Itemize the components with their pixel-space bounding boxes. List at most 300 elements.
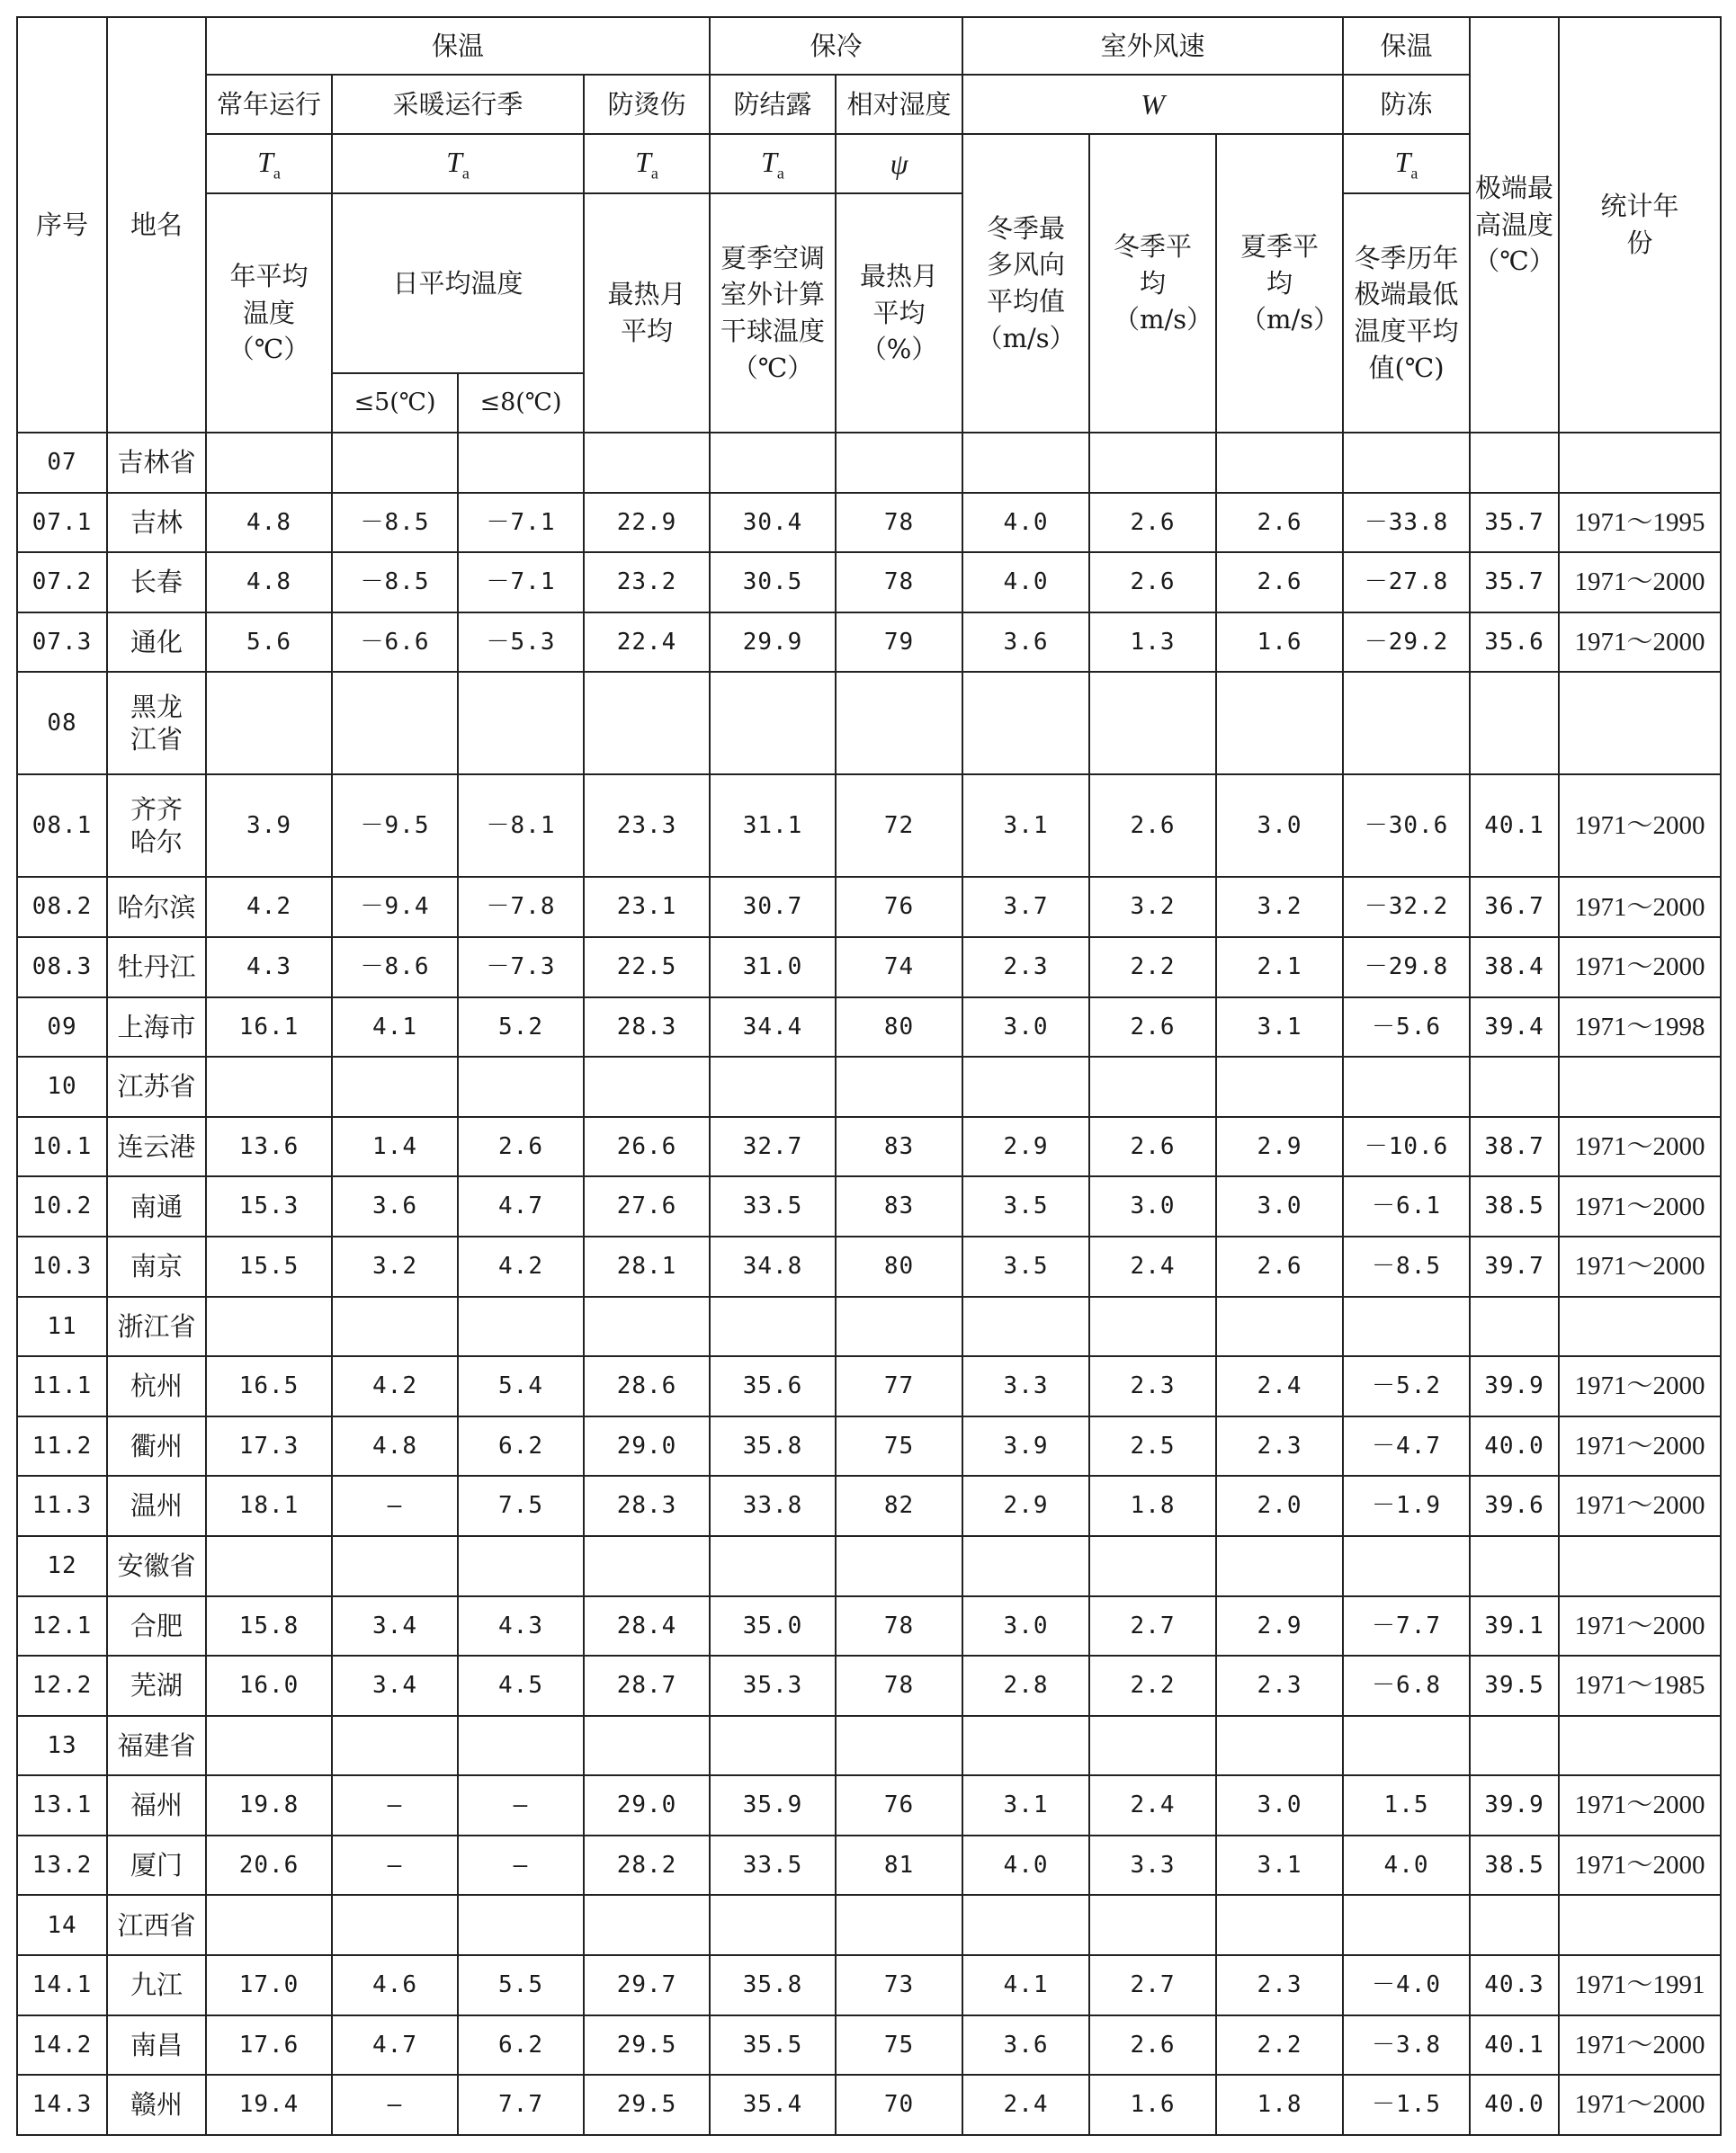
cell-summer-ac: 32.7 (710, 1117, 836, 1177)
row-number: 11.2 (17, 1416, 107, 1477)
cell-hottest-month: 23.1 (584, 877, 710, 937)
cell-hottest-month (584, 1536, 710, 1596)
cell-summer-mean-wind (1216, 672, 1343, 774)
cell-le8: －7.8 (458, 877, 584, 937)
table-row (17, 1775, 1721, 1836)
cell-winter-mean-wind (1089, 433, 1216, 493)
cell-extreme-high: 35.7 (1470, 552, 1559, 612)
cell-winter-extreme-low: －5.6 (1343, 997, 1470, 1058)
cell-stat-years: 1971～2000 (1559, 1836, 1721, 1896)
cell-winter-extreme-low: －10.6 (1343, 1117, 1470, 1177)
cell-extreme-high: 39.6 (1470, 1476, 1559, 1536)
cell-summer-ac: 34.4 (710, 997, 836, 1058)
table-row (17, 997, 1721, 1058)
cell-hottest-rh: 77 (836, 1356, 962, 1416)
cell-winter-extreme-low (1343, 1895, 1470, 1955)
cell-annual-mean: 17.6 (206, 2015, 332, 2076)
cell-annual-mean: 4.8 (206, 493, 332, 553)
cell-winter-extreme-low: －30.6 (1343, 774, 1470, 877)
cell-winter-dominant-wind (962, 672, 1089, 774)
province-row (17, 1297, 1721, 1357)
cell-summer-ac: 35.3 (710, 1656, 836, 1716)
header-group-cooling: 保冷 (710, 17, 962, 75)
symbol-ta: $T_a$ (710, 134, 836, 193)
row-place: 合肥 (107, 1596, 206, 1657)
row-number: 10.2 (17, 1176, 107, 1237)
header-heating-season: 采暖运行季 (332, 75, 584, 134)
symbol-ta: $T_a$ (584, 134, 710, 193)
cell-hottest-month: 23.3 (584, 774, 710, 877)
cell-summer-ac: 30.7 (710, 877, 836, 937)
cell-summer-ac (710, 1716, 836, 1776)
cell-winter-dominant-wind: 4.0 (962, 552, 1089, 612)
cell-stat-years: 1971～2000 (1559, 877, 1721, 937)
cell-hottest-month: 28.2 (584, 1836, 710, 1896)
row-place: 浙江省 (107, 1297, 206, 1357)
cell-summer-ac (710, 1895, 836, 1955)
table-row (17, 1237, 1721, 1297)
table-row (17, 493, 1721, 553)
row-number: 08.1 (17, 774, 107, 877)
cell-winter-mean-wind (1089, 1297, 1216, 1357)
row-number: 08.2 (17, 877, 107, 937)
header-winter-mean-wind: 冬季平均（m/s） (1089, 134, 1216, 433)
row-number: 10.3 (17, 1237, 107, 1297)
row-number: 07 (17, 433, 107, 493)
cell-winter-dominant-wind: 2.9 (962, 1117, 1089, 1177)
header-hottest-month-rh: 最热月平均（%） (836, 193, 962, 433)
cell-winter-dominant-wind (962, 1297, 1089, 1357)
cell-extreme-high: 40.0 (1470, 1416, 1559, 1477)
cell-le8: 5.5 (458, 1955, 584, 2015)
cell-le8 (458, 672, 584, 774)
cell-stat-years (1559, 433, 1721, 493)
cell-le5: — (332, 1775, 458, 1836)
cell-summer-mean-wind: 3.1 (1216, 997, 1343, 1058)
header-scald: 防烫伤 (584, 75, 710, 134)
row-number: 12.1 (17, 1596, 107, 1657)
cell-hottest-rh: 78 (836, 552, 962, 612)
cell-hottest-rh: 80 (836, 1237, 962, 1297)
cell-hottest-rh: 76 (836, 1775, 962, 1836)
cell-winter-mean-wind: 2.7 (1089, 1596, 1216, 1657)
row-number: 12 (17, 1536, 107, 1596)
cell-hottest-rh (836, 1297, 962, 1357)
header-group-insulation-2: 保温 (1343, 17, 1470, 75)
cell-summer-mean-wind: 1.6 (1216, 612, 1343, 673)
province-row (17, 1716, 1721, 1776)
cell-le8: 5.4 (458, 1356, 584, 1416)
table-row (17, 612, 1721, 673)
cell-winter-mean-wind: 2.2 (1089, 937, 1216, 997)
cell-annual-mean: 13.6 (206, 1117, 332, 1177)
cell-winter-extreme-low: －4.7 (1343, 1416, 1470, 1477)
cell-winter-mean-wind: 2.6 (1089, 2015, 1216, 2076)
row-number: 12.2 (17, 1656, 107, 1716)
cell-summer-mean-wind: 2.0 (1216, 1476, 1343, 1536)
province-row (17, 433, 1721, 493)
cell-le5: 4.2 (332, 1356, 458, 1416)
cell-hottest-rh: 79 (836, 612, 962, 673)
cell-stat-years (1559, 1297, 1721, 1357)
cell-extreme-high: 39.9 (1470, 1356, 1559, 1416)
cell-extreme-high: 40.3 (1470, 1955, 1559, 2015)
cell-extreme-high: 40.1 (1470, 774, 1559, 877)
row-number: 13 (17, 1716, 107, 1776)
cell-summer-ac: 34.8 (710, 1237, 836, 1297)
cell-le8: －7.1 (458, 493, 584, 553)
cell-summer-mean-wind: 2.3 (1216, 1955, 1343, 2015)
cell-le5: 3.2 (332, 1237, 458, 1297)
row-number: 09 (17, 997, 107, 1058)
cell-hottest-month: 29.5 (584, 2075, 710, 2135)
cell-winter-extreme-low: －4.0 (1343, 1955, 1470, 2015)
cell-hottest-month (584, 1895, 710, 1955)
cell-hottest-rh: 83 (836, 1176, 962, 1237)
row-place: 哈尔滨 (107, 877, 206, 937)
cell-le8: －7.3 (458, 937, 584, 997)
cell-summer-ac (710, 1536, 836, 1596)
cell-extreme-high (1470, 672, 1559, 774)
cell-extreme-high: 35.6 (1470, 612, 1559, 673)
cell-winter-dominant-wind: 3.0 (962, 1596, 1089, 1657)
cell-hottest-month: 29.0 (584, 1775, 710, 1836)
cell-le8 (458, 1297, 584, 1357)
table-row (17, 877, 1721, 937)
cell-summer-ac: 35.0 (710, 1596, 836, 1657)
cell-summer-mean-wind (1216, 1536, 1343, 1596)
cell-le5: －9.4 (332, 877, 458, 937)
cell-hottest-month (584, 1716, 710, 1776)
cell-winter-dominant-wind: 3.7 (962, 877, 1089, 937)
cell-winter-dominant-wind (962, 1895, 1089, 1955)
cell-winter-dominant-wind: 3.1 (962, 1775, 1089, 1836)
cell-hottest-rh (836, 1536, 962, 1596)
header-daily-mean-temp: 日平均温度 (332, 193, 584, 373)
cell-le5: — (332, 1836, 458, 1896)
cell-annual-mean: 16.0 (206, 1656, 332, 1716)
cell-annual-mean: 19.4 (206, 2075, 332, 2135)
cell-le5: 4.6 (332, 1955, 458, 2015)
cell-extreme-high (1470, 1297, 1559, 1357)
climate-data-page (16, 16, 1722, 2136)
cell-hottest-rh (836, 1895, 962, 1955)
cell-summer-ac: 30.4 (710, 493, 836, 553)
header-le8: ≤8(℃) (458, 373, 584, 433)
cell-stat-years: 1971～2000 (1559, 1237, 1721, 1297)
cell-extreme-high: 40.1 (1470, 2015, 1559, 2076)
cell-hottest-month (584, 433, 710, 493)
cell-winter-dominant-wind: 2.9 (962, 1476, 1089, 1536)
cell-winter-extreme-low: －8.5 (1343, 1237, 1470, 1297)
row-number: 14.1 (17, 1955, 107, 2015)
table-row (17, 2015, 1721, 2076)
row-place: 福建省 (107, 1716, 206, 1776)
cell-winter-mean-wind: 2.4 (1089, 1775, 1216, 1836)
cell-stat-years: 1971～2000 (1559, 1117, 1721, 1177)
cell-winter-mean-wind: 3.2 (1089, 877, 1216, 937)
cell-summer-mean-wind (1216, 1716, 1343, 1776)
cell-hottest-month: 28.1 (584, 1237, 710, 1297)
climate-table (16, 16, 1722, 2136)
cell-summer-ac: 35.6 (710, 1356, 836, 1416)
cell-le5 (332, 1716, 458, 1776)
symbol-ta: $T_a$ (332, 134, 584, 193)
cell-winter-dominant-wind: 4.1 (962, 1955, 1089, 2015)
header-summer-ac-dry-bulb: 夏季空调室外计算干球温度（℃） (710, 193, 836, 433)
table-body (17, 433, 1721, 2135)
cell-summer-mean-wind: 2.6 (1216, 493, 1343, 553)
cell-extreme-high: 39.7 (1470, 1237, 1559, 1297)
cell-le8: 6.2 (458, 1416, 584, 1477)
cell-annual-mean (206, 672, 332, 774)
cell-summer-mean-wind: 3.0 (1216, 774, 1343, 877)
cell-le8: 4.7 (458, 1176, 584, 1237)
header-condensation: 防结露 (710, 75, 836, 134)
table-row (17, 552, 1721, 612)
cell-winter-extreme-low: －6.8 (1343, 1656, 1470, 1716)
row-place: 上海市 (107, 997, 206, 1058)
cell-stat-years (1559, 1057, 1721, 1117)
cell-extreme-high: 38.5 (1470, 1836, 1559, 1896)
cell-summer-mean-wind (1216, 1057, 1343, 1117)
row-place: 吉林省 (107, 433, 206, 493)
cell-winter-dominant-wind (962, 1057, 1089, 1117)
cell-extreme-high: 36.7 (1470, 877, 1559, 937)
cell-winter-mean-wind (1089, 1716, 1216, 1776)
cell-hottest-month (584, 672, 710, 774)
cell-le5: －9.5 (332, 774, 458, 877)
cell-winter-mean-wind: 2.6 (1089, 997, 1216, 1058)
cell-winter-dominant-wind: 3.6 (962, 2015, 1089, 2076)
row-number: 14.2 (17, 2015, 107, 2076)
cell-annual-mean: 17.3 (206, 1416, 332, 1477)
cell-le5: 4.7 (332, 2015, 458, 2076)
cell-winter-dominant-wind: 2.3 (962, 937, 1089, 997)
cell-winter-mean-wind: 2.6 (1089, 774, 1216, 877)
cell-annual-mean (206, 1057, 332, 1117)
cell-hottest-rh (836, 433, 962, 493)
cell-winter-dominant-wind: 3.0 (962, 997, 1089, 1058)
cell-hottest-rh: 72 (836, 774, 962, 877)
symbol-ta: $T_a$ (206, 134, 332, 193)
cell-annual-mean: 17.0 (206, 1955, 332, 2015)
cell-annual-mean: 4.3 (206, 937, 332, 997)
cell-hottest-month (584, 1057, 710, 1117)
cell-annual-mean: 19.8 (206, 1775, 332, 1836)
cell-hottest-month: 28.7 (584, 1656, 710, 1716)
cell-summer-mean-wind: 2.1 (1216, 937, 1343, 997)
cell-stat-years: 1971～2000 (1559, 552, 1721, 612)
cell-annual-mean: 15.5 (206, 1237, 332, 1297)
cell-annual-mean: 4.2 (206, 877, 332, 937)
cell-extreme-high: 39.9 (1470, 1775, 1559, 1836)
cell-winter-extreme-low: －27.8 (1343, 552, 1470, 612)
cell-summer-ac: 29.9 (710, 612, 836, 673)
cell-winter-extreme-low: 1.5 (1343, 1775, 1470, 1836)
cell-winter-mean-wind (1089, 672, 1216, 774)
row-place: 南昌 (107, 2015, 206, 2076)
cell-summer-mean-wind: 2.3 (1216, 1416, 1343, 1477)
cell-hottest-rh: 74 (836, 937, 962, 997)
row-number: 11.3 (17, 1476, 107, 1536)
cell-le8: 7.7 (458, 2075, 584, 2135)
cell-winter-extreme-low: －3.8 (1343, 2015, 1470, 2076)
cell-extreme-high: 39.4 (1470, 997, 1559, 1058)
cell-winter-mean-wind (1089, 1536, 1216, 1596)
cell-summer-mean-wind: 2.9 (1216, 1596, 1343, 1657)
header-summer-mean-wind: 夏季平均（m/s） (1216, 134, 1343, 433)
cell-le5: －8.5 (332, 552, 458, 612)
cell-le8: — (458, 1836, 584, 1896)
cell-summer-mean-wind: 2.6 (1216, 552, 1343, 612)
cell-winter-extreme-low: －5.2 (1343, 1356, 1470, 1416)
cell-le5: — (332, 1476, 458, 1536)
header-annual-mean-temp: 年平均温度（℃） (206, 193, 332, 433)
header-group-wind: 室外风速 (962, 17, 1343, 75)
cell-summer-ac: 31.1 (710, 774, 836, 877)
row-place: 厦门 (107, 1836, 206, 1896)
row-place: 江苏省 (107, 1057, 206, 1117)
cell-annual-mean: 4.8 (206, 552, 332, 612)
cell-summer-mean-wind: 3.0 (1216, 1176, 1343, 1237)
cell-summer-ac (710, 433, 836, 493)
header-humidity: 相对湿度 (836, 75, 962, 134)
table-row (17, 1955, 1721, 2015)
cell-extreme-high (1470, 1536, 1559, 1596)
row-number: 13.2 (17, 1836, 107, 1896)
cell-hottest-rh (836, 1716, 962, 1776)
cell-winter-extreme-low: －1.9 (1343, 1476, 1470, 1536)
cell-winter-extreme-low (1343, 1716, 1470, 1776)
table-row (17, 1117, 1721, 1177)
cell-le5: 4.1 (332, 997, 458, 1058)
cell-stat-years: 1971～1985 (1559, 1656, 1721, 1716)
table-header (17, 17, 1721, 433)
cell-winter-mean-wind: 2.6 (1089, 552, 1216, 612)
cell-annual-mean (206, 1297, 332, 1357)
row-place: 长春 (107, 552, 206, 612)
table-row (17, 1596, 1721, 1657)
cell-stat-years: 1971～2000 (1559, 1596, 1721, 1657)
cell-stat-years: 1971～2000 (1559, 1416, 1721, 1477)
row-number: 08.3 (17, 937, 107, 997)
cell-winter-extreme-low (1343, 433, 1470, 493)
cell-summer-ac: 33.5 (710, 1836, 836, 1896)
cell-stat-years (1559, 1536, 1721, 1596)
row-place: 南京 (107, 1237, 206, 1297)
cell-summer-ac: 33.8 (710, 1476, 836, 1536)
cell-hottest-month: 22.9 (584, 493, 710, 553)
cell-summer-ac: 35.9 (710, 1775, 836, 1836)
cell-le8: 2.6 (458, 1117, 584, 1177)
row-place: 安徽省 (107, 1536, 206, 1596)
cell-winter-mean-wind (1089, 1057, 1216, 1117)
cell-summer-ac: 33.5 (710, 1176, 836, 1237)
cell-le5 (332, 672, 458, 774)
row-place: 江西省 (107, 1895, 206, 1955)
cell-le8: 6.2 (458, 2015, 584, 2076)
cell-hottest-month: 27.6 (584, 1176, 710, 1237)
cell-winter-extreme-low (1343, 672, 1470, 774)
cell-summer-mean-wind: 1.8 (1216, 2075, 1343, 2135)
row-number: 14 (17, 1895, 107, 1955)
header-seq: 序号 (17, 17, 107, 433)
cell-le5: －8.5 (332, 493, 458, 553)
cell-winter-dominant-wind: 3.5 (962, 1176, 1089, 1237)
cell-winter-mean-wind: 1.3 (1089, 612, 1216, 673)
symbol-phi: ψ (836, 134, 962, 193)
cell-summer-mean-wind (1216, 433, 1343, 493)
cell-le5: 1.4 (332, 1117, 458, 1177)
cell-stat-years: 1971～2000 (1559, 937, 1721, 997)
table-row (17, 1836, 1721, 1896)
cell-winter-extreme-low: －29.8 (1343, 937, 1470, 997)
cell-extreme-high (1470, 1057, 1559, 1117)
table-row (17, 1476, 1721, 1536)
cell-stat-years: 1971～2000 (1559, 2015, 1721, 2076)
cell-winter-extreme-low (1343, 1057, 1470, 1117)
cell-winter-mean-wind: 1.6 (1089, 2075, 1216, 2135)
cell-summer-mean-wind: 3.2 (1216, 877, 1343, 937)
cell-hottest-month: 23.2 (584, 552, 710, 612)
table-row (17, 2075, 1721, 2135)
cell-summer-ac: 31.0 (710, 937, 836, 997)
cell-le8: 7.5 (458, 1476, 584, 1536)
cell-winter-mean-wind: 3.0 (1089, 1176, 1216, 1237)
cell-winter-mean-wind: 2.2 (1089, 1656, 1216, 1716)
cell-summer-ac (710, 672, 836, 774)
cell-winter-extreme-low (1343, 1536, 1470, 1596)
cell-summer-mean-wind (1216, 1297, 1343, 1357)
header-winter-extreme-low: 冬季历年极端最低温度平均值(℃) (1343, 193, 1470, 433)
cell-extreme-high (1470, 433, 1559, 493)
cell-hottest-rh: 78 (836, 1596, 962, 1657)
cell-stat-years: 1971～2000 (1559, 1176, 1721, 1237)
table-row (17, 1176, 1721, 1237)
symbol-ta: $T_a$ (1343, 134, 1470, 193)
cell-hottest-month: 29.7 (584, 1955, 710, 2015)
row-number: 08 (17, 672, 107, 774)
cell-extreme-high: 39.5 (1470, 1656, 1559, 1716)
cell-annual-mean: 16.5 (206, 1356, 332, 1416)
cell-extreme-high (1470, 1895, 1559, 1955)
table-row (17, 774, 1721, 877)
header-le5: ≤5(℃) (332, 373, 458, 433)
cell-winter-dominant-wind (962, 1536, 1089, 1596)
row-place: 齐齐哈尔 (107, 774, 206, 877)
cell-le8: －5.3 (458, 612, 584, 673)
province-row (17, 1057, 1721, 1117)
cell-winter-mean-wind: 2.5 (1089, 1416, 1216, 1477)
cell-summer-mean-wind: 2.3 (1216, 1656, 1343, 1716)
cell-summer-mean-wind: 2.9 (1216, 1117, 1343, 1177)
row-place: 赣州 (107, 2075, 206, 2135)
cell-winter-mean-wind: 2.4 (1089, 1237, 1216, 1297)
cell-winter-extreme-low: －7.7 (1343, 1596, 1470, 1657)
province-row (17, 1536, 1721, 1596)
cell-hottest-rh: 73 (836, 1955, 962, 2015)
cell-le5: 3.6 (332, 1176, 458, 1237)
cell-le8 (458, 1536, 584, 1596)
cell-hottest-month: 28.3 (584, 997, 710, 1058)
cell-le8 (458, 1057, 584, 1117)
cell-hottest-month: 29.5 (584, 2015, 710, 2076)
cell-le8: 4.2 (458, 1237, 584, 1297)
row-number: 07.1 (17, 493, 107, 553)
table-row (17, 1416, 1721, 1477)
row-number: 10 (17, 1057, 107, 1117)
